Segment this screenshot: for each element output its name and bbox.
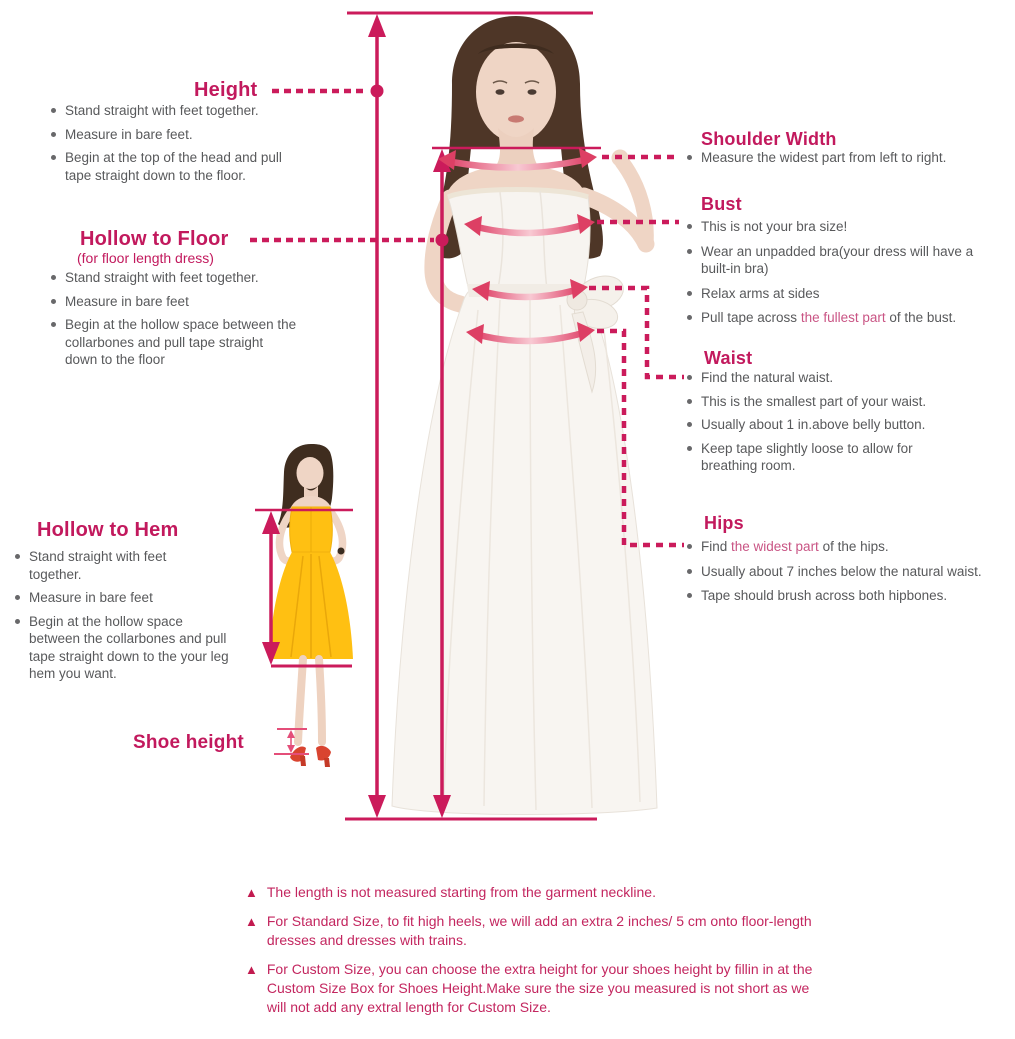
note-text: For Standard Size, to fit high heels, we will add an extra 2 inches/ 5 cm onto floor-length dresses and dresses with trains. bbox=[266, 913, 812, 948]
height-label-connector bbox=[272, 85, 384, 98]
instruction-item: Usually about 1 in.above belly button. bbox=[684, 416, 979, 434]
main-model-illustration bbox=[392, 16, 657, 815]
shoulder-width-instructions bbox=[684, 149, 1014, 173]
instruction-item: Begin at the hollow space between the collarbones and pull tape straight down to the your leg hem you want. bbox=[12, 613, 236, 683]
instruction-item: Measure in bare feet bbox=[48, 293, 298, 311]
shoulder-width-title: Shoulder Width bbox=[701, 129, 837, 149]
instruction-item: Tape should brush across both hipbones. bbox=[684, 587, 999, 605]
waist-title: Waist bbox=[704, 348, 753, 368]
bust-title: Bust bbox=[701, 194, 742, 214]
footnotes bbox=[245, 883, 820, 1027]
instruction-item: Keep tape slightly loose to allow for breathing room. bbox=[684, 440, 963, 475]
arrow-up-icon bbox=[368, 14, 386, 37]
instruction-item: Measure the widest part from left to right. bbox=[684, 149, 1014, 167]
instruction-item: Stand straight with feet together. bbox=[12, 548, 214, 583]
hollow-to-floor-instructions bbox=[48, 269, 298, 375]
instruction-item: Relax arms at sides bbox=[684, 285, 979, 303]
instruction-item: Wear an unpadded bra(your dress will have a built-in bra) bbox=[684, 243, 979, 278]
instruction-item: Begin at the hollow space between the collarbones and pull tape straight down to the floor bbox=[48, 316, 298, 369]
height-instructions bbox=[48, 102, 293, 190]
note-item bbox=[245, 912, 820, 950]
note-text: The length is not measured starting from the garment neckline. bbox=[266, 884, 656, 900]
instruction-item: Measure in bare feet. bbox=[48, 126, 293, 144]
note-item bbox=[245, 960, 820, 1017]
shoe-height-title: Shoe height bbox=[133, 732, 244, 753]
instruction-item: This is not your bra size! bbox=[684, 218, 979, 236]
hips-title: Hips bbox=[704, 513, 744, 533]
arrow-up-icon bbox=[287, 730, 295, 738]
highlighted-phrase: the fullest part bbox=[800, 310, 886, 325]
note-text: For Custom Size, you can choose the extra height for your shoes height by fillin in at the Custom Size Box for Shoes Height.Make sure the size you measured is not short as we will not add any extral length for Custom Size. bbox=[266, 961, 813, 1015]
highlighted-phrase: the widest part bbox=[731, 539, 819, 554]
warning-triangle-icon: ▲ bbox=[245, 885, 258, 900]
hips-instructions bbox=[684, 538, 999, 612]
instruction-item: Measure in bare feet bbox=[12, 589, 236, 607]
warning-triangle-icon: ▲ bbox=[245, 962, 258, 977]
instruction-item: Stand straight with feet together. bbox=[48, 269, 298, 287]
instruction-item: This is the smallest part of your waist. bbox=[684, 393, 979, 411]
hollow-to-floor-label-connector bbox=[250, 234, 449, 247]
height-measure-line bbox=[368, 14, 386, 818]
hollow-to-hem-title: Hollow to Hem bbox=[37, 519, 179, 541]
waist-instructions bbox=[684, 369, 979, 481]
warning-triangle-icon: ▲ bbox=[245, 914, 258, 929]
instruction-item: Begin at the top of the head and pull tape straight down to the floor. bbox=[48, 149, 293, 184]
instruction-item: Stand straight with feet together. bbox=[48, 102, 293, 120]
hollow-to-floor-subtitle: (for floor length dress) bbox=[77, 250, 214, 266]
arrow-down-icon bbox=[368, 795, 386, 818]
small-model-illustration bbox=[269, 444, 353, 767]
hollow-to-floor-title: Hollow to Floor bbox=[80, 228, 229, 250]
instruction-item: Pull tape across the fullest part of the bust. bbox=[684, 309, 979, 327]
arrow-up-icon bbox=[262, 511, 280, 534]
hollow-to-hem-instructions bbox=[12, 548, 236, 689]
height-title: Height bbox=[194, 79, 258, 101]
instruction-item: Usually about 7 inches below the natural waist. bbox=[684, 563, 999, 581]
bust-instructions bbox=[684, 218, 979, 334]
note-item bbox=[245, 883, 820, 902]
instruction-item: Find the natural waist. bbox=[684, 369, 979, 387]
instruction-item: Find the widest part of the hips. bbox=[684, 538, 999, 556]
